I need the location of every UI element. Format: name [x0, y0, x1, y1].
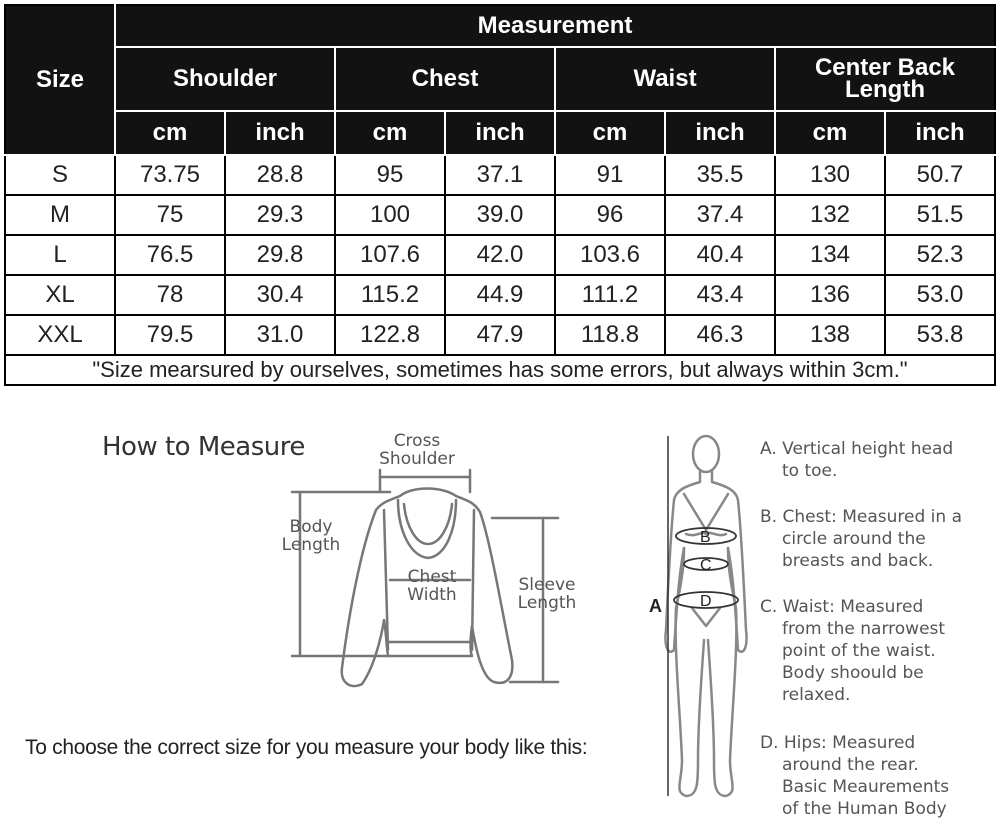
- figure-letter-b: B: [700, 529, 711, 546]
- measurement-cell: 132: [775, 195, 885, 235]
- legend-c: [760, 596, 980, 706]
- legend-line: D. Hips: Measured: [760, 733, 916, 753]
- table-row: [5, 235, 995, 275]
- measurement-cell: 91: [555, 155, 665, 195]
- unit-header-inch: inch: [445, 111, 555, 155]
- unit-header-cm: cm: [115, 111, 225, 155]
- size-cell: S: [5, 155, 115, 195]
- size-cell: M: [5, 195, 115, 235]
- sleeve-length-label-line: Length: [517, 593, 577, 613]
- measurement-cell: 100: [335, 195, 445, 235]
- measurement-cell: 51.5: [885, 195, 995, 235]
- figure-letter-d: D: [700, 593, 712, 610]
- table-row: [5, 195, 995, 235]
- legend-line: breasts and back.: [782, 551, 934, 571]
- legend-line: A. Vertical height head: [760, 439, 954, 459]
- unit-header-cm: cm: [555, 111, 665, 155]
- measurement-cell: 76.5: [115, 235, 225, 275]
- measurement-cell: 122.8: [335, 315, 445, 355]
- measurement-cell: 46.3: [665, 315, 775, 355]
- measurement-cell: 40.4: [665, 235, 775, 275]
- shoulder-header: Shoulder: [115, 47, 335, 111]
- measurement-cell: 37.1: [445, 155, 555, 195]
- measurement-cell: 136: [775, 275, 885, 315]
- table-row: [5, 275, 995, 315]
- body-length-label-line: Length: [281, 535, 341, 555]
- measurement-cell: 39.0: [445, 195, 555, 235]
- legend-line: C. Waist: Measured: [760, 597, 924, 617]
- center-back-length-header: Center Back Length: [775, 47, 995, 111]
- size-note: "Size mearsured by ourselves, sometimes has some errors, but always within 3cm.": [5, 355, 995, 385]
- cross-shoulder-label-line: Shoulder: [379, 449, 455, 469]
- unit-header-inch: inch: [665, 111, 775, 155]
- legend-line: around the rear.: [782, 755, 919, 775]
- measurement-cell: 43.4: [665, 275, 775, 315]
- sleeve-length-label: [512, 576, 582, 612]
- chest-width-label-line: Chest: [407, 567, 457, 587]
- measurement-cell: 47.9: [445, 315, 555, 355]
- measurement-cell: 53.0: [885, 275, 995, 315]
- legend-a: [760, 438, 980, 482]
- unit-header-cm: cm: [335, 111, 445, 155]
- chest-width-label-line: Width: [407, 585, 457, 605]
- measurement-cell: 130: [775, 155, 885, 195]
- cross-shoulder-label-line: Cross: [393, 431, 441, 451]
- measurement-cell: 35.5: [665, 155, 775, 195]
- shirt-measure-illustration: [280, 430, 600, 700]
- chest-header: Chest: [335, 47, 555, 111]
- measurement-cell: 138: [775, 315, 885, 355]
- measurement-cell: 118.8: [555, 315, 665, 355]
- table-row: [5, 315, 995, 355]
- body-length-label: [276, 518, 346, 554]
- legend-line: to toe.: [782, 461, 838, 481]
- chest-width-label: [397, 568, 467, 604]
- legend-line: Basic Meaurements: [782, 777, 950, 797]
- legend-line: point of the waist.: [782, 641, 936, 661]
- measurement-cell: 29.3: [225, 195, 335, 235]
- measurement-cell: 79.5: [115, 315, 225, 355]
- measurement-cell: 52.3: [885, 235, 995, 275]
- legend-line: from the narrowest: [782, 619, 946, 639]
- body-figure-illustration: [640, 430, 760, 810]
- size-chart-table: [4, 4, 996, 386]
- measurement-cell: 30.4: [225, 275, 335, 315]
- table-row: [5, 155, 995, 195]
- size-cell: L: [5, 235, 115, 275]
- measurement-cell: 115.2: [335, 275, 445, 315]
- legend-b: [760, 506, 980, 572]
- measurement-cell: 53.8: [885, 315, 995, 355]
- legend-d: [760, 732, 980, 820]
- measurement-cell: 29.8: [225, 235, 335, 275]
- measurement-cell: 78: [115, 275, 225, 315]
- unit-header-inch: inch: [885, 111, 995, 155]
- size-cell: XXL: [5, 315, 115, 355]
- measurement-cell: 37.4: [665, 195, 775, 235]
- unit-header-cm: cm: [775, 111, 885, 155]
- legend-line: circle around the: [782, 529, 926, 549]
- measurement-cell: 73.75: [115, 155, 225, 195]
- figure-letter-c: C: [700, 557, 712, 574]
- measurement-cell: 50.7: [885, 155, 995, 195]
- choose-size-instruction: To choose the correct size for you measure your body like this:: [25, 736, 588, 759]
- measurement-header: Measurement: [115, 5, 995, 47]
- cross-shoulder-label: [372, 432, 462, 468]
- measurement-cell: 103.6: [555, 235, 665, 275]
- figure-letter-a: A: [649, 596, 662, 616]
- measurement-cell: 107.6: [335, 235, 445, 275]
- measurement-cell: 31.0: [225, 315, 335, 355]
- legend-line: Body shoould be: [782, 663, 924, 683]
- size-header: Size: [5, 5, 115, 155]
- measurement-cell: 96: [555, 195, 665, 235]
- measurement-cell: 75: [115, 195, 225, 235]
- body-length-label-line: Body: [289, 517, 333, 537]
- measurement-cell: 95: [335, 155, 445, 195]
- measurement-cell: 111.2: [555, 275, 665, 315]
- legend-line: B. Chest: Measured in a: [760, 507, 962, 527]
- how-to-measure-title: How to Measure: [102, 432, 305, 462]
- measurement-cell: 42.0: [445, 235, 555, 275]
- size-cell: XL: [5, 275, 115, 315]
- legend-line: of the Human Body: [782, 799, 947, 819]
- sleeve-length-label-line: Sleeve: [518, 575, 576, 595]
- measurement-cell: 44.9: [445, 275, 555, 315]
- waist-header: Waist: [555, 47, 775, 111]
- unit-header-inch: inch: [225, 111, 335, 155]
- measurement-cell: 28.8: [225, 155, 335, 195]
- measurement-cell: 134: [775, 235, 885, 275]
- legend-line: relaxed.: [782, 685, 851, 705]
